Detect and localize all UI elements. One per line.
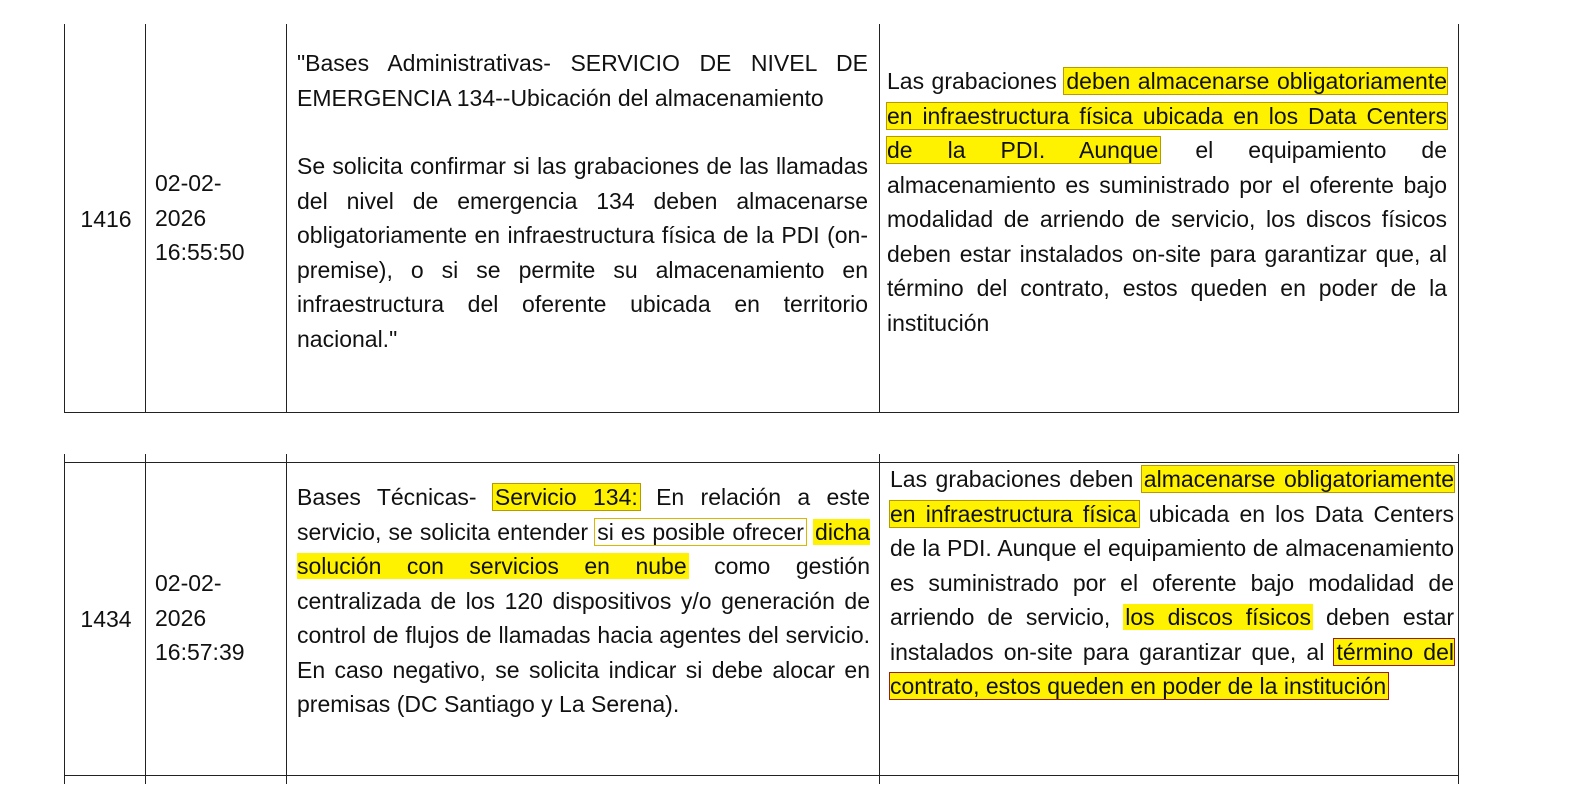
question-body: Se solicita confirmar si las grabaciones de las llamadas del nivel de emergencia 134 deben almacenarse obligatoriamente en infraestructura física de la PDI (on-premise), o si se permite su almacenamiento en infraestructura del oferente ubicada en territorio nacional." <box>297 153 868 352</box>
answer-text: Las grabaciones <box>887 68 1057 94</box>
row-date: 02-02- <box>155 170 222 196</box>
cell-border <box>64 454 65 784</box>
row-year: 2026 <box>155 204 207 231</box>
cell-border <box>64 24 65 413</box>
question-title: "Bases Administrativas- SERVICIO DE NIVEL DE EMERGENCIA 134--Ubicación del almacenamiento <box>297 50 868 111</box>
cell-border <box>879 454 880 784</box>
answer-highlight: deben almacenarse obligatoriamente en infraestructura física ubicada en los Data Centers de la PDI. Aunque <box>887 68 1447 163</box>
row-datetime <box>155 566 280 670</box>
cell-border <box>1458 454 1459 784</box>
cell-border <box>286 24 287 413</box>
answer-highlight: almacenarse obligatoriamente en infraestructura física <box>890 466 1455 527</box>
question-cell <box>297 480 870 722</box>
cell-border <box>64 775 1459 776</box>
question-text: Bases Técnicas- <box>297 484 477 510</box>
answer-text: ubicada en los Data Centers de la PDI. Aunque el equipamiento de almacenamiento es suministrado por el oferente bajo modalidad de arriendo de servicio, <box>890 500 1454 630</box>
cell-border <box>1458 24 1459 413</box>
row-date: 02-02- <box>155 570 222 596</box>
question-text: como gestión centralizada de los 120 dispositivos y/o generación de control de flujos de llamadas hacia agentes del servicio. En caso negativo, se solicita indicar si debe alocar en premisas (DC Santiago y La Serena). <box>297 553 870 717</box>
answer-text: deben estar instalados on-site para garantizar que, al <box>890 604 1455 665</box>
table-row-1416 <box>64 24 1459 413</box>
row-id: 1434 <box>80 606 132 632</box>
answer-highlight: los discos físicos <box>1125 604 1311 630</box>
answer-text: Las grabaciones deben <box>890 466 1134 492</box>
answer-highlight: término del contrato, estos queden en poder de la institución <box>890 638 1455 699</box>
question-highlight: Servicio 134: <box>494 484 638 510</box>
cell-border <box>145 24 146 413</box>
cell-border <box>64 412 1459 413</box>
question-text: En relación a este servicio, se solicita entender <box>297 484 870 545</box>
cell-border <box>145 454 146 784</box>
row-year: 2026 <box>155 604 207 631</box>
row-time: 16:57:39 <box>155 639 245 665</box>
answer-cell <box>887 64 1447 340</box>
cell-border <box>879 24 880 413</box>
row-datetime <box>155 166 280 270</box>
row-id: 1416 <box>80 206 132 232</box>
row-time: 16:55:50 <box>155 239 245 265</box>
question-cell <box>297 46 868 356</box>
table-row-1434 <box>64 454 1459 784</box>
answer-text: el equipamiento de almacenamiento es suministrado por el oferente bajo modalidad de arriendo de servicio, los discos físicos deben estar instalados on-site para garantizar que, al término del contrato, estos queden en poder de la institución <box>887 137 1447 336</box>
question-boxed-text: si es posible ofrecer <box>597 518 804 545</box>
question-highlight: dicha solución con servicios en nube <box>297 518 871 579</box>
answer-cell <box>890 462 1454 704</box>
cell-border <box>286 454 287 784</box>
